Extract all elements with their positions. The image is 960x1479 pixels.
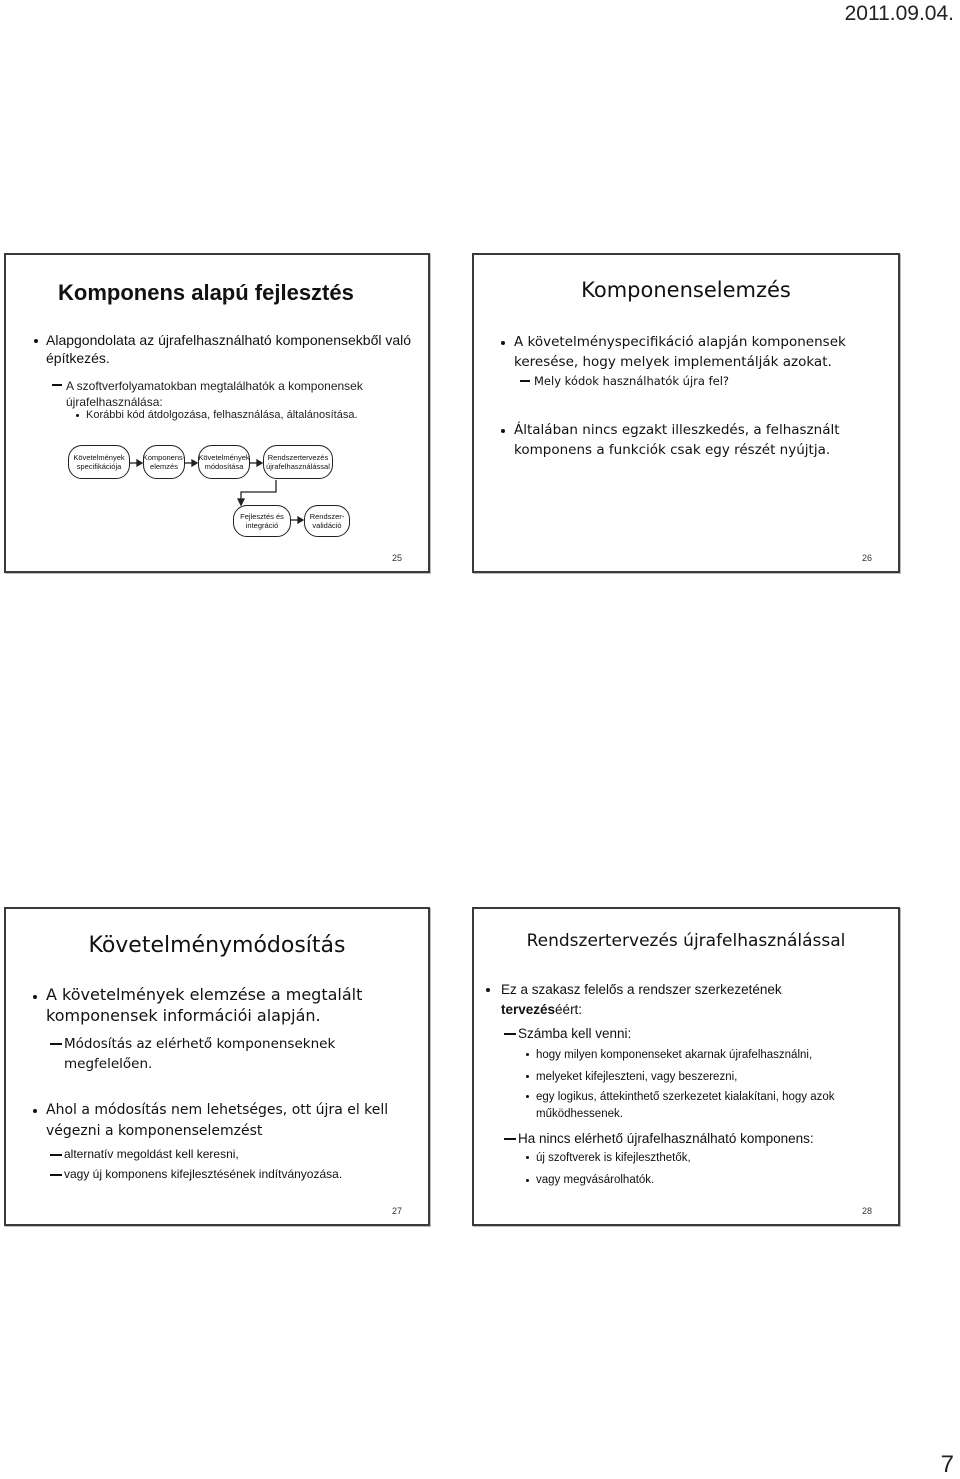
sub-bullet-text: vagy új komponens kifejlesztésének indítványozása. bbox=[64, 1167, 343, 1181]
bullet-text: A követelmények elemzése a megtalált komponensek információi alapján. bbox=[46, 985, 363, 1025]
diagram-box-system-validation: Rendszer-validáció bbox=[304, 505, 350, 537]
bullet-text bbox=[501, 980, 831, 1020]
slide-title: Komponenselemzés bbox=[581, 278, 791, 302]
bullet-dot bbox=[33, 995, 37, 999]
slide-28 bbox=[472, 907, 900, 1226]
subsub-bullet-text: melyeket kifejleszteni, vagy beszerezni, bbox=[536, 1071, 738, 1083]
slide-26 bbox=[472, 253, 900, 573]
bullet-text-part: éért: bbox=[555, 1002, 583, 1017]
slide-number: 28 bbox=[861, 1206, 872, 1216]
slide-25 bbox=[4, 253, 430, 573]
subsub-bullet-text: Korábbi kód átdolgozása, felhasználása, általánosítása. bbox=[86, 409, 358, 421]
subsub-bullet-text: új szoftverek is kifejleszthetők, bbox=[536, 1152, 691, 1164]
subsub-bullet-text: hogy milyen komponenseket akarnak újrafelhasználni, bbox=[536, 1049, 813, 1061]
bullet-text: Alapgondolata az újrafelhasználható komponensekből való építkezés. bbox=[46, 332, 412, 366]
bullet-dot bbox=[526, 1156, 529, 1159]
bullet-text-bold: tervezés bbox=[501, 1002, 556, 1017]
diagram-box-requirements-spec: Követelmények specifikációja bbox=[68, 445, 130, 479]
dash-marker bbox=[504, 1033, 516, 1035]
sub-bullet-text: Módosítás az elérhető komponenseknek megfelelően. bbox=[64, 1036, 336, 1072]
diagram-arrows bbox=[6, 255, 428, 571]
bullet-text-part: Ez a szakasz felelős a rendszer szerkezetének bbox=[501, 982, 782, 997]
sub-bullet-text: A szoftverfolyamatokban megtalálhatók a komponensek újrafelhasználása: bbox=[66, 379, 363, 409]
dash-marker bbox=[50, 1154, 62, 1156]
dash-marker bbox=[50, 1043, 62, 1045]
subsub-bullet-text: egy logikus, áttekinthető szerkezetet kialakítani, hogy azok működhessenek. bbox=[536, 1091, 835, 1120]
dash-marker bbox=[504, 1138, 516, 1140]
slide-title: Rendszertervezés újrafelhasználással bbox=[526, 931, 846, 951]
slide-number: 25 bbox=[391, 553, 402, 563]
diagram-box-system-design: Rendszertervezés újrafelhasználással bbox=[263, 445, 333, 479]
dash-marker bbox=[50, 1174, 62, 1176]
sub-bullet-text: Ha nincs elérhető újrafelhasználható komponens: bbox=[518, 1131, 814, 1146]
header-date: 2011.09.04. bbox=[844, 2, 954, 25]
bullet-dot bbox=[526, 1095, 529, 1098]
bullet-dot bbox=[33, 1109, 37, 1113]
sub-bullet-text: Mely kódok használhatók újra fel? bbox=[534, 374, 730, 388]
bullet-text: Ahol a módosítás nem lehetséges, ott újra el kell végezni a komponenselemzést bbox=[46, 1102, 389, 1139]
bullet-text: Általában nincs egzakt illeszkedés, a felhasznált komponens a funkciók csak egy részét nyújtja. bbox=[514, 422, 840, 458]
slide-number: 26 bbox=[861, 553, 872, 563]
diagram-box-component-analysis: Komponens-elemzés bbox=[143, 445, 185, 479]
slide-title: Követelménymódosítás bbox=[88, 933, 346, 958]
dash-marker bbox=[520, 380, 530, 382]
page-number: 7 bbox=[940, 1451, 954, 1478]
sub-bullet-text: Számba kell venni: bbox=[518, 1026, 632, 1041]
slide-27 bbox=[4, 907, 430, 1226]
subsub-bullet-text: vagy megvásárolhatók. bbox=[536, 1174, 655, 1186]
bullet-dot bbox=[526, 1053, 529, 1056]
slide-number: 27 bbox=[391, 1206, 402, 1216]
bullet-dot bbox=[501, 429, 505, 433]
bullet-dot bbox=[501, 341, 505, 345]
sub-bullet-text: alternatív megoldást kell keresni, bbox=[64, 1147, 239, 1161]
bullet-text: A követelményspecifikáció alapján komponensek keresése, hogy melyek implementálják azokat. bbox=[514, 334, 846, 370]
bullet-dot bbox=[526, 1075, 529, 1078]
diagram-box-development-integration: Fejlesztés és integráció bbox=[233, 505, 291, 537]
diagram-box-requirements-modification: Követelmények módosítása bbox=[198, 445, 250, 479]
bullet-dot bbox=[486, 988, 490, 992]
bullet-dot bbox=[526, 1179, 529, 1182]
slide-title: Komponens alapú fejlesztés bbox=[58, 280, 354, 305]
